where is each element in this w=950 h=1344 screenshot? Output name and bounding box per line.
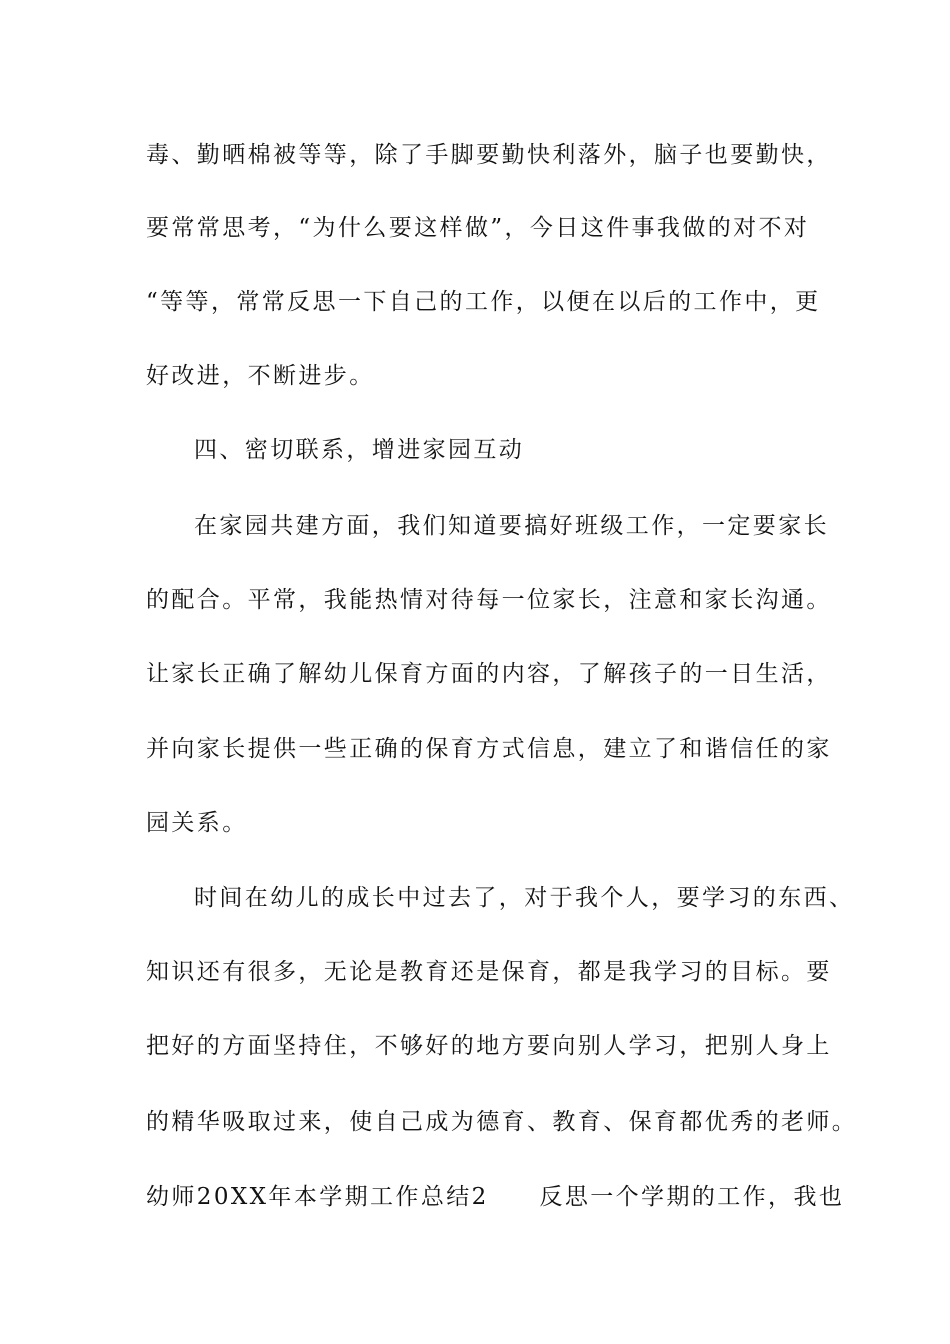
paragraph-line: 要常常思考，“为什么要这样做”，今日这件事我做的对不对 bbox=[146, 215, 810, 241]
paragraph-line: 园关系。 bbox=[146, 810, 248, 836]
paragraph-line: 时间在幼儿的成长中过去了，对于我个人，要学习的东西、 bbox=[194, 885, 855, 911]
paragraph-line: 好改进，不断进步。 bbox=[146, 363, 375, 389]
paragraph-line: 的配合。平常，我能热情对待每一位家长，注意和家长沟通。 bbox=[146, 587, 832, 613]
paragraph-line: 的精华吸取过来，使自己成为德育、教育、保育都优秀的老师。 bbox=[146, 1109, 858, 1135]
section-heading: 四、密切联系，增进家园互动 bbox=[194, 437, 525, 463]
paragraph-line: “等等，常常反思一下自己的工作，以便在以后的工作中，更 bbox=[146, 289, 821, 315]
paragraph-line: 知识还有很多，无论是教育还是保育，都是我学习的目标。要 bbox=[146, 959, 832, 985]
paragraph-line: 并向家长提供一些正确的保育方式信息，建立了和谐信任的家 bbox=[146, 736, 832, 762]
paragraph-line: 幼师20XX年本学期工作总结2 反思一个学期的工作，我也 bbox=[146, 1184, 845, 1210]
paragraph-line: 毒、勤晒棉被等等，除了手脚要勤快利落外，脑子也要勤快， bbox=[146, 142, 832, 168]
paragraph-line: 让家长正确了解幼儿保育方面的内容，了解孩子的一日生活， bbox=[146, 661, 832, 687]
paragraph-line: 把好的方面坚持住，不够好的地方要向别人学习，把别人身上 bbox=[146, 1033, 832, 1059]
paragraph-line: 在家园共建方面，我们知道要搞好班级工作，一定要家长 bbox=[194, 513, 829, 539]
